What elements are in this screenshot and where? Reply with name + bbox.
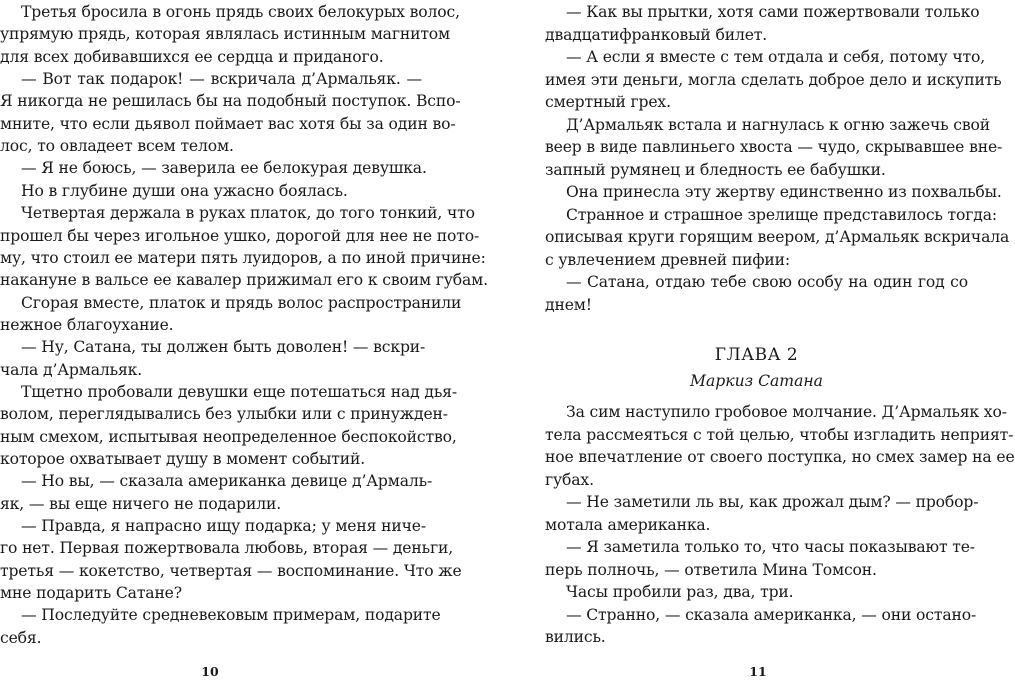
text-line: Сгорая вместе, платок и прядь волос распространили <box>21 293 462 312</box>
page-number-left: 10 <box>201 664 219 679</box>
text-line: описывая круги горящим веером, д’Армальяк вскричала <box>545 228 1010 246</box>
text-line: запный румянец и бледность ее бабушки. <box>545 160 886 179</box>
page-number-right: 11 <box>749 664 767 679</box>
text-line: которое охватывает душу в момент событий. <box>0 450 366 468</box>
text-line: веер в виде павлиньего хвоста — чудо, скрывавшее вне- <box>545 138 1003 156</box>
text-line: Я никогда не решилась бы на подобный поступок. Вспо- <box>0 92 461 111</box>
text-line: — Но вы, — сказала американка девице д’Армаль- <box>21 472 433 491</box>
text-line: днем! <box>545 295 592 314</box>
text-line: для всех добивавшихся ее сердца и приданого. <box>0 47 384 66</box>
text-line: — Ну, Сатана, ты должен быть доволен! — вскри- <box>21 338 426 357</box>
text-line: имея эти деньги, могла сделать доброе дело и искупить <box>545 70 1002 89</box>
text-line: перь полночь, — ответила Мина Томсон. <box>545 560 877 579</box>
text-line: лос, то овладеет всем телом. <box>0 137 234 156</box>
text-line: ным смехом, испытывая неопределенное беспокойство, <box>0 427 457 446</box>
text-line: ное впечатление от своего поступка, но смех замер на ее <box>545 448 1015 466</box>
text-line: — Последуйте средневековым примерам, подарите <box>21 606 441 625</box>
text-line: Но в глубине души она ужасно боялась. <box>21 181 348 200</box>
text-line: Она принесла эту жертву единственно из похвальбы. <box>566 183 1002 201</box>
text-line: двадцатифранковый билет. <box>545 25 768 44</box>
text-line: чала д’Армальяк. <box>0 360 143 379</box>
chapter-title: ГЛАВА 2 <box>714 345 799 365</box>
text-line: губах. <box>545 470 594 489</box>
text-line: Странное и страшное зрелище представилось тогда: <box>566 205 997 224</box>
text-line: третья — кокетство, четвертая — воспоминание. Что же <box>0 561 462 580</box>
text-line: прошел бы через игольное ушко, дорогой для нее не пото- <box>0 226 480 245</box>
text-line: — Правда, я напрасно ищу подарка; у меня ниче- <box>21 517 426 536</box>
text-line: — Как вы прытки, хотя сами пожертвовали только <box>566 3 980 21</box>
left-page <box>0 0 488 681</box>
text-line: За сим наступило гробовое молчание. Д’Армальяк хо- <box>566 403 1007 421</box>
text-line: — А если я вместе с тем отдала и себя, потому что, <box>566 48 986 66</box>
text-line: — Я не боюсь, — заверила ее белокурая девушка. <box>21 159 427 178</box>
text-line: упрямую прядь, которая являлась истинным магнитом <box>0 25 451 44</box>
text-line: мните, что если дьявол поймает вас хотя бы за один во- <box>0 114 456 133</box>
text-line: — Не заметили ль вы, как дрожал дым? — пробор- <box>566 493 979 511</box>
text-line: Четвертая держала в руках платок, до того тонкий, что <box>21 204 475 223</box>
text-line: Часы пробили раз, два, три. <box>566 583 794 601</box>
text-line: себя. <box>0 628 42 647</box>
text-line: — Вот так подарок! — вскричала д’Армальяк. — <box>21 70 422 89</box>
chapter-subtitle: Маркиз Сатана <box>690 372 823 390</box>
text-line: нежное благоухание. <box>0 315 174 334</box>
right-page <box>545 0 1015 681</box>
text-line: — Сатана, отдаю тебе свою особу на один год со <box>566 273 968 291</box>
text-line: Тщетно пробовали девушки еще потешаться над дья- <box>21 382 457 401</box>
text-line: вились. <box>545 628 606 646</box>
text-line: Д’Армальяк встала и нагнулась к огню зажечь свой <box>566 115 990 134</box>
text-line: го нет. Первая пожертвовала любовь, вторая — деньги, <box>0 539 454 558</box>
text-line: як, — вы еще ничего не подарили. <box>0 494 282 513</box>
text-line: накануне в вальсе ее кавалер прижимал его к своим губам. <box>0 271 488 290</box>
text-line: волом, переглядывались без улыбки или с принужден- <box>0 405 448 424</box>
text-line: — Странно, — сказала американка, — они остано- <box>566 605 977 624</box>
text-line: мотала американка. <box>545 515 711 534</box>
text-line: смертный грех. <box>545 93 671 111</box>
text-line: — Я заметила только то, что часы показывают те- <box>566 538 975 556</box>
text-line: му, что стоил ее матери пять луидоров, а по иной причине: <box>0 248 486 267</box>
text-line: с увлечением древней пифии: <box>545 250 790 269</box>
text-line: тела рассмеяться с той целью, чтобы изгладить неприят- <box>545 425 1014 444</box>
text-line: мне подарить Сатане? <box>0 584 182 603</box>
text-line: Третья бросила в огонь прядь своих белокурых волос, <box>21 3 460 21</box>
